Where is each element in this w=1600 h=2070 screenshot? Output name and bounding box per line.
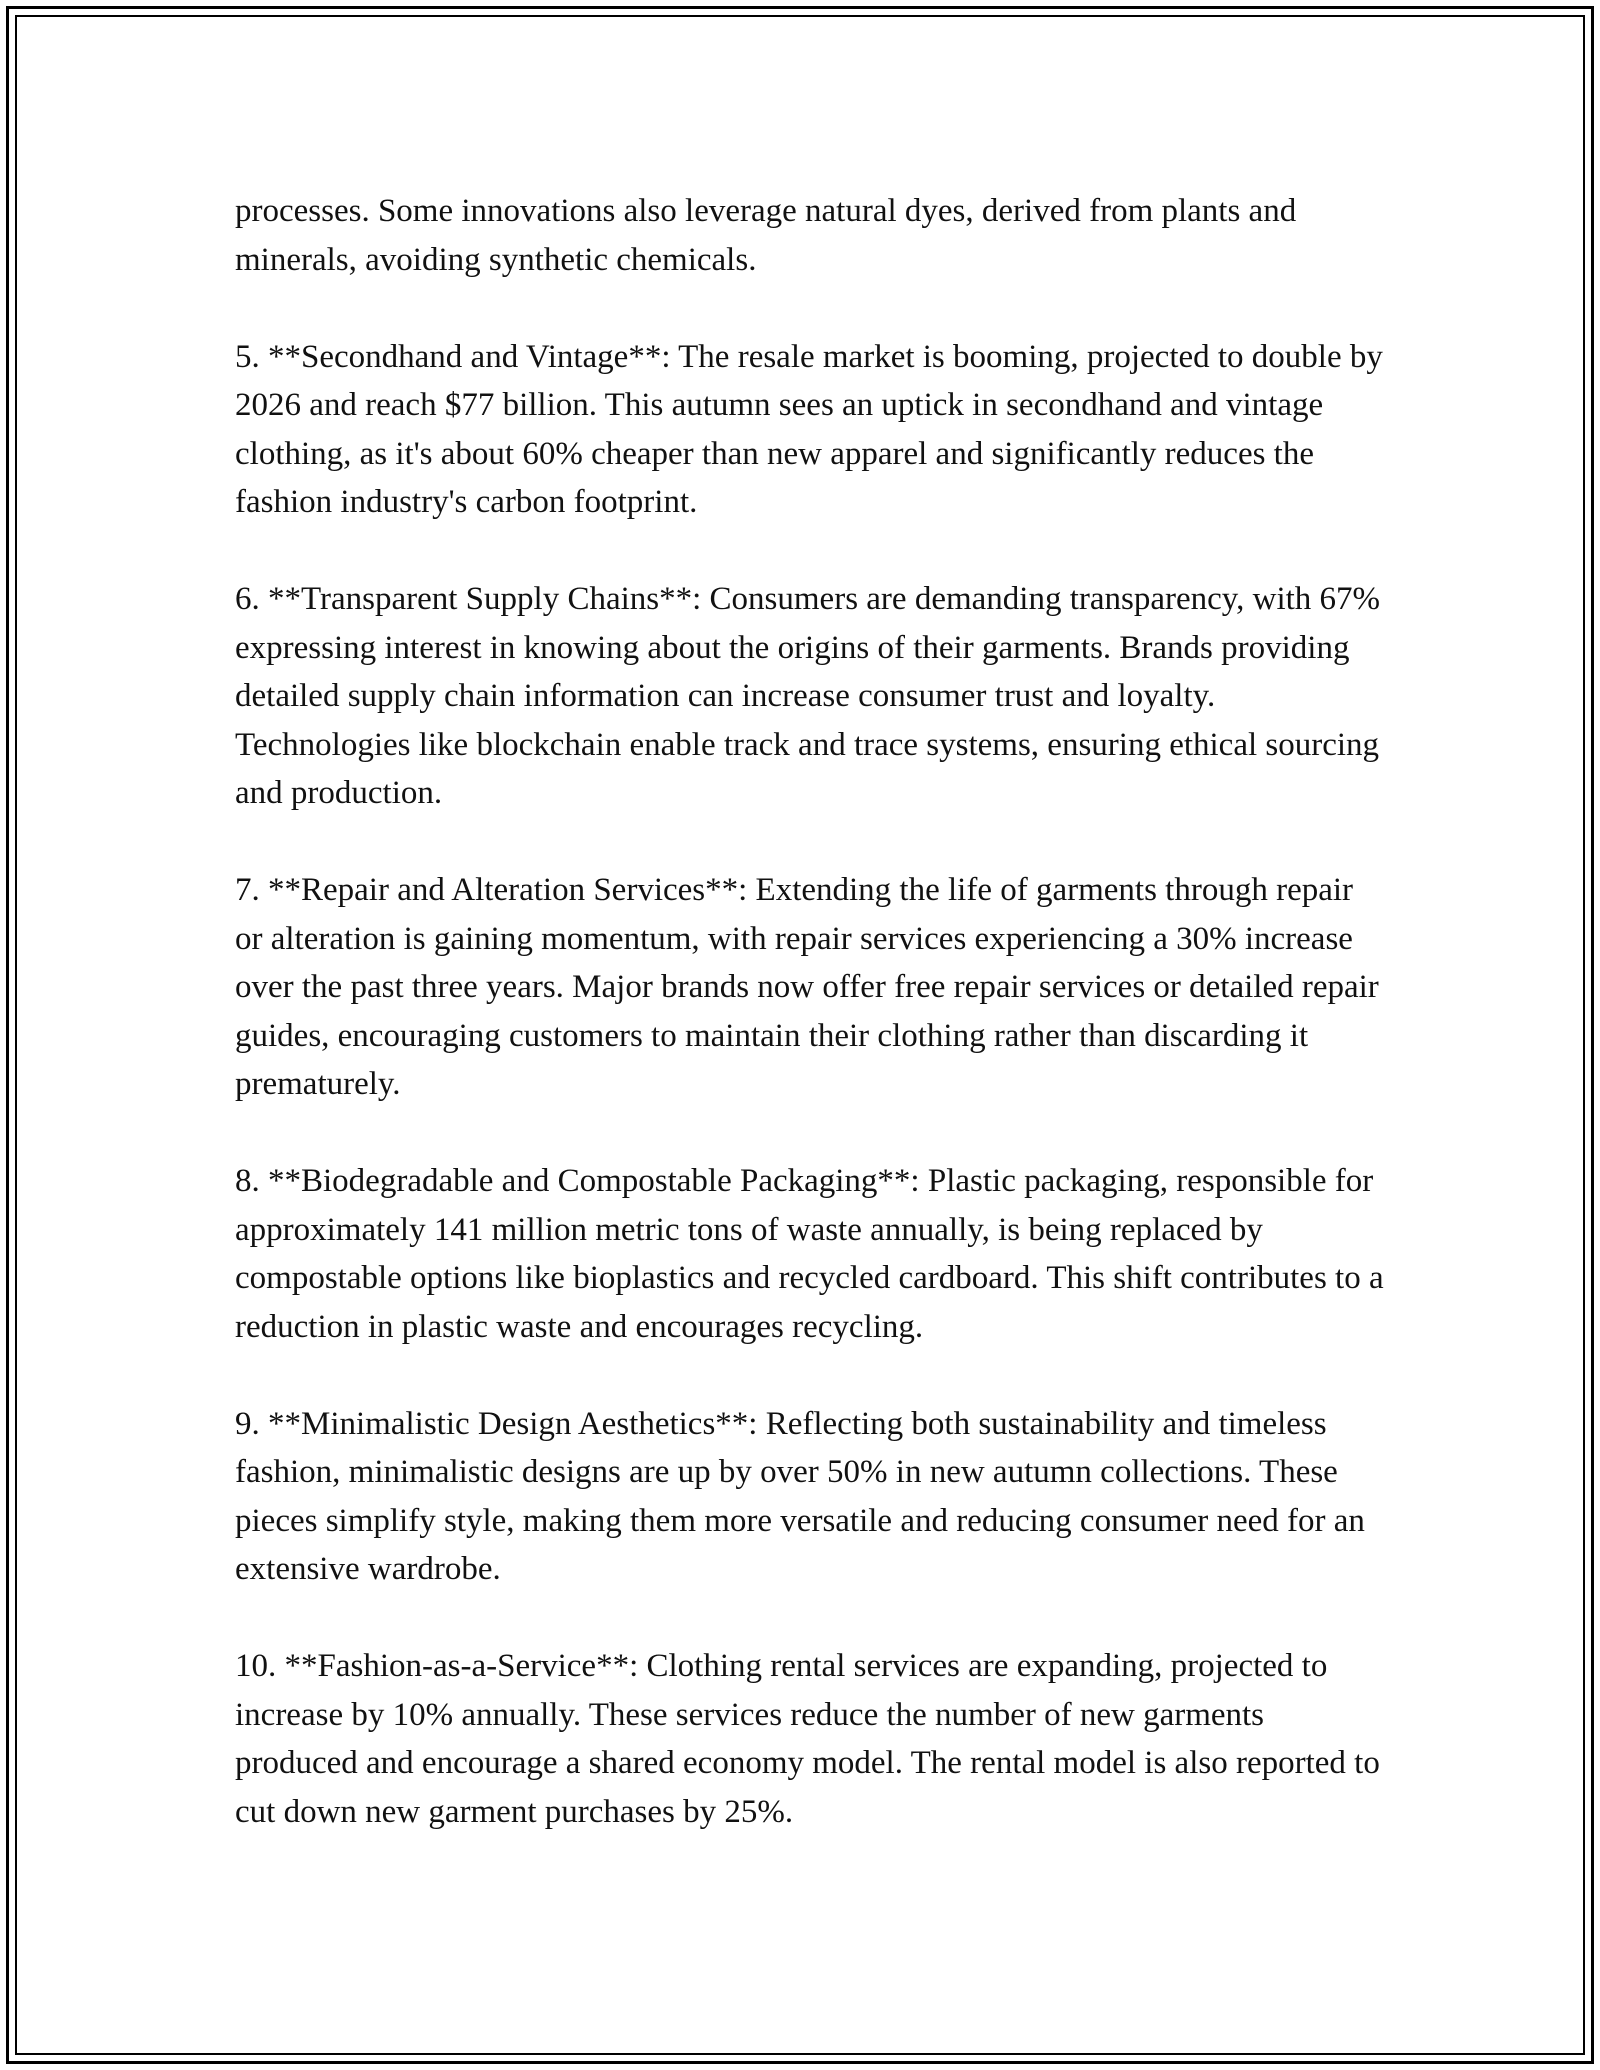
document-body — [235, 187, 1385, 1885]
paragraph-continuation: processes. Some innovations also leverage natural dyes, derived from plants and minerals, avoiding synthetic chemicals. — [235, 193, 1297, 278]
paragraph-minimalistic-design: 9. **Minimalistic Design Aesthetics**: Reflecting both sustainability and timeless fashion, minimalistic designs are up by over 50% in new autumn collections. These pieces simplify style, making them more versatile and reducing consumer need for an extensive wardrobe. — [235, 1405, 1365, 1587]
paragraph-secondhand-vintage: 5. **Secondhand and Vintage**: The resale market is booming, projected to double by 2026 and reach $77 billion. This autumn sees an uptick in secondhand and vintage clothing, as it's about 60% cheaper than new apparel and significantly reduces the fashion industry's carbon footprint. — [235, 338, 1383, 520]
paragraph-biodegradable-packaging: 8. **Biodegradable and Compostable Packaging**: Plastic packaging, responsible for approximately 141 million metric tons of waste annually, is being replaced by compostable options like bioplastics and recycled cardboard. This shift contributes to a reduction in plastic waste and encourages recycling. — [235, 1163, 1384, 1345]
paragraph-fashion-as-a-service: 10. **Fashion-as-a-Service**: Clothing rental services are expanding, projected to increase by 10% annually. These services reduce the number of new garments produced and encourage a shared economy model. The rental model is also reported to cut down new garment purchases by 25%. — [235, 1648, 1380, 1830]
paragraph-repair-alteration: 7. **Repair and Alteration Services**: Extending the life of garments through repair or alteration is gaining momentum, with repair services experiencing a 30% increase over the past three years. Major brands now offer free repair services or detailed repair guides, encouraging customers to maintain their clothing rather than discarding it prematurely. — [235, 872, 1379, 1102]
paragraph-transparent-supply-chains: 6. **Transparent Supply Chains**: Consumers are demanding transparency, with 67% expressing interest in knowing about the origins of their garments. Brands providing detailed supply chain information can increase consumer trust and loyalty. Technologies like blockchain enable track and trace systems, ensuring ethical sourcing and production. — [235, 581, 1381, 811]
